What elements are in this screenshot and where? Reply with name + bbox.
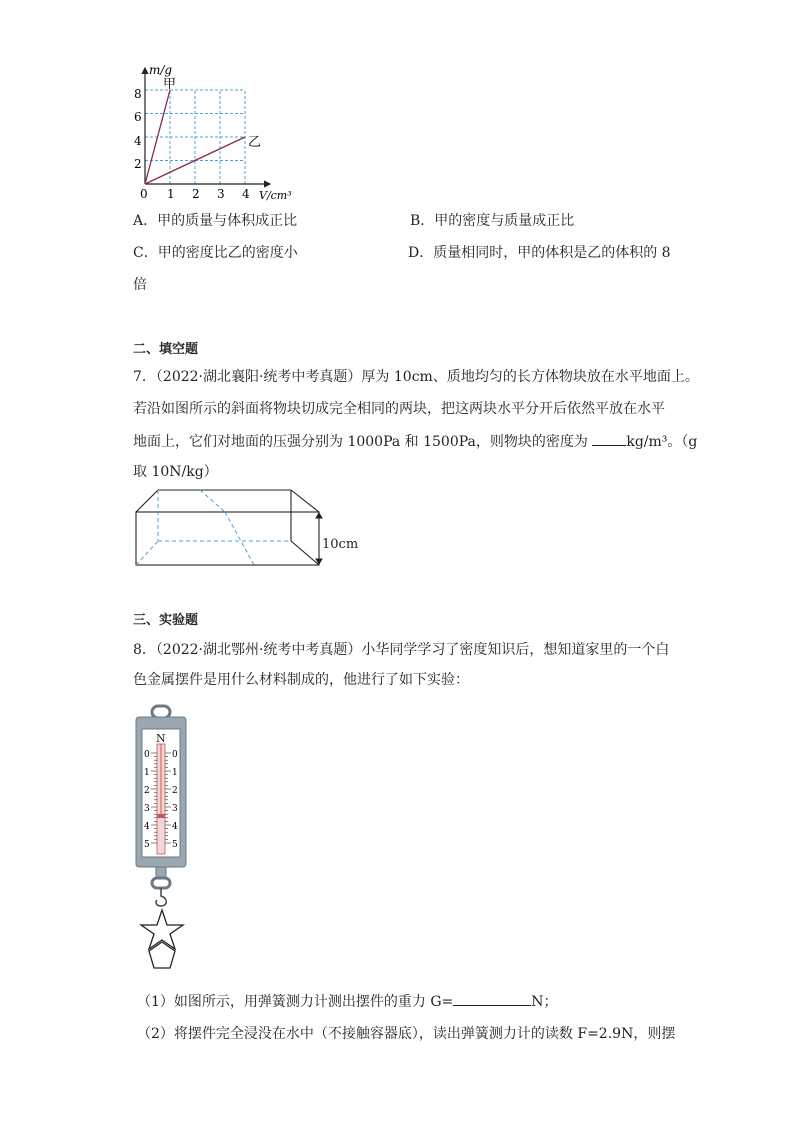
- q7-unit: kg/m³。（g: [626, 434, 698, 450]
- tick-right-4: 4: [172, 822, 178, 832]
- x-tick-4: 4: [242, 187, 250, 201]
- option-c: C．甲的密度比乙的密度小: [133, 245, 298, 261]
- graph-grid: [145, 90, 245, 184]
- tick-left-2: 2: [144, 786, 150, 796]
- y-tick-4: 4: [134, 134, 142, 148]
- x-axis-label: V/cm³: [259, 189, 292, 202]
- x-tick-2: 2: [192, 187, 200, 201]
- thickness-label: 10cm: [322, 537, 359, 552]
- scale-unit: N: [156, 732, 166, 745]
- tick-right-2: 2: [172, 786, 178, 796]
- q8-sub-2: （2）将摆件完全浸没在水中（不接触容器底），读出弹簧测力计的读数 F=2.9N，则摆: [137, 1026, 676, 1042]
- tick-left-1: 1: [144, 768, 150, 778]
- q8-sub-1-unit: N；: [531, 994, 558, 1010]
- q8-line-1: 8．（2022·湖北鄂州·统考中考真题）小华同学学习了密度知识后，想知道家里的一个白: [133, 642, 670, 658]
- q7-answer-blank[interactable]: [592, 431, 626, 446]
- q8-weight-blank[interactable]: [453, 991, 531, 1006]
- q8-sub-1: [137, 991, 558, 1012]
- q7-line-4: 取 10N/kg）: [133, 464, 218, 480]
- section-title-experiment: 三、实验题: [133, 613, 199, 628]
- line-yi-label: 乙: [248, 135, 262, 150]
- option-b: B．甲的密度与质量成正比: [410, 213, 575, 229]
- line-jia-label: 甲: [163, 77, 177, 92]
- y-axis-label: m/g: [149, 63, 173, 77]
- section-title-fill-in: 二、填空题: [133, 342, 199, 357]
- tick-right-0: 0: [172, 750, 178, 760]
- y-tick-2: 2: [134, 157, 142, 171]
- tick-left-0: 0: [144, 750, 150, 760]
- q7-line-3: [133, 431, 697, 452]
- q8-sub-1-text: （1）如图所示，用弹簧测力计测出摆件的重力 G=: [137, 994, 454, 1010]
- tick-left-4: 4: [144, 822, 150, 832]
- option-d-continued: 倍: [133, 277, 147, 293]
- tick-left-5: 5: [144, 840, 150, 850]
- option-a: A．甲的质量与体积成正比: [133, 213, 298, 229]
- y-tick-6: 6: [134, 110, 142, 124]
- mass-volume-graph: [125, 62, 292, 202]
- tick-right-3: 3: [172, 804, 178, 814]
- x-tick-3: 3: [217, 187, 225, 201]
- tick-left-3: 3: [144, 804, 150, 814]
- origin-label: 0: [140, 187, 148, 201]
- q7-line-1: 7．（2022·湖北襄阳·统考中考真题）厚为 10cm、质地均匀的长方体物块放在水平地面上。: [133, 369, 699, 385]
- option-d: D．质量相同时，甲的体积是乙的体积的 8: [408, 245, 671, 261]
- x-tick-1: 1: [167, 187, 175, 201]
- tick-right-5: 5: [172, 840, 178, 850]
- q8-line-2: 色金属摆件是用什么材料制成的，他进行了如下实验：: [133, 672, 469, 688]
- spring-scale-figure: [128, 704, 198, 976]
- tick-right-1: 1: [172, 768, 178, 778]
- cuboid-figure: [128, 486, 368, 572]
- q7-line-3-text: 地面上，它们对地面的压强分别为 1000Pa 和 1500Pa，则物块的密度为: [133, 434, 588, 450]
- y-tick-8: 8: [134, 87, 142, 101]
- q7-line-2: 若沿如图所示的斜面将物块切成完全相同的两块，把这两块水平分开后依然平放在水平: [133, 401, 665, 417]
